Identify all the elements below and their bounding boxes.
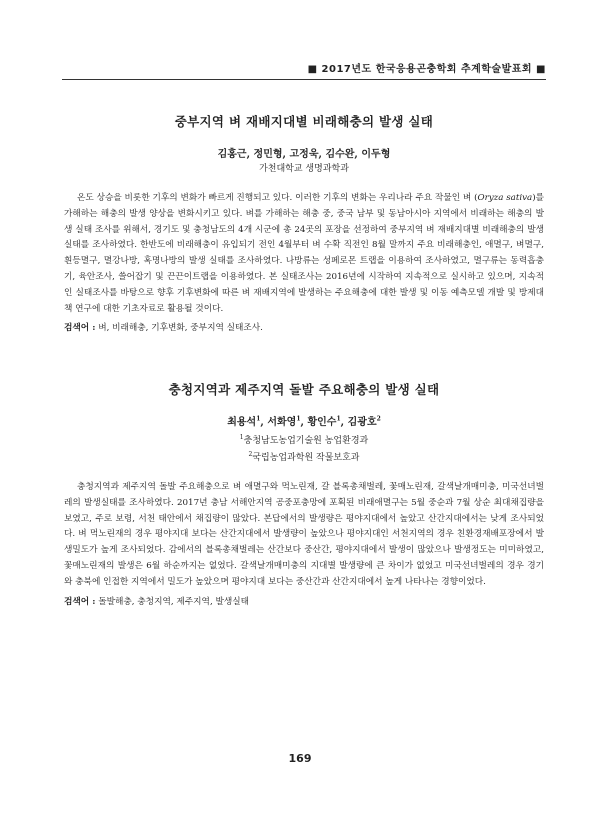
affiliation-text: 충청남도농업기술원 농업환경과 xyxy=(243,436,369,446)
conference-header: ■ 2017년도 한국응용곤충학회 추계학술발표회 ■ xyxy=(62,60,546,80)
abstract-2-authors: 최용석$^1$, 서화영$^1$, 황인수$^1$, 김광호$^2$ xyxy=(227,415,381,428)
author-name: 김광호 xyxy=(347,417,377,428)
abstract-1-title: 중부지역 벼 재배지대별 비래해충의 발생 실태 xyxy=(174,114,434,129)
abstract-1-keywords-text: 벼, 비래해충, 기후변화, 중부지역 실태조사. xyxy=(98,323,263,334)
author-name: 서화영 xyxy=(267,417,297,428)
page-number: 169 xyxy=(288,752,312,765)
abstract-1-body xyxy=(64,191,544,317)
author-affil-sup: 1 xyxy=(336,415,341,423)
abstract-2-affiliations xyxy=(64,431,544,465)
abstract-2 xyxy=(64,380,544,607)
abstract-1-body-part2: )를 가해하는 해충의 발생 양상을 변화시키고 있다. 벼를 가해하는 해충 중, 중국 남부 및 동남아시아 지역에서 비래하는 해충의 발생 실태 조사를 위해서, 경기도 및 충청남도의 4개 시군에 총 24곳의 포장을 선정하여 중부지역 벼 재배지대별 비래해충의 발생 실태를 조사하였다. 한반도에 비래해충이 유입되기 전인 4월부터 벼 수확 직전인 8월 말까지 주요 비래해충인, 애멸구, 벼멸구, 흰등멸구, 멸강나방, 혹명나방의 발생 실태를 조사하였다. 나방류는 성페로몬 트랩을 이용하여 조사하였고, 멸구류는 동력흡충기, 육안조사, 쓸어잡기 및 끈끈이트랩을 이용하였다. 본 실태조사는 2016년에 시작하여 지속적으로 실시하고 있으며, 지속적인 실태조사를 바탕으로 향후 기후변화에 따른 벼 재배지역에 발생하는 주요해충에 대한 발생 및 이동 예측모델 개발 및 방제대책 연구에 대한 기초자료로 활용될 것이다. xyxy=(64,193,544,314)
abstract-1-affiliation: 가천대학교 생명과학과 xyxy=(259,164,349,174)
abstract-1-authors: 김홍근, 정민형, 고정욱, 김수완, 이두형 xyxy=(217,149,391,160)
affiliation-sup: 1 xyxy=(239,434,244,441)
abstract-1-scientific-name: Oryza sativa xyxy=(477,193,533,203)
affiliation-text: 국립농업과학원 작물보호과 xyxy=(252,453,360,463)
abstract-2-body: 충청지역과 제주지역 돌발 주요해충으로 벼 애멸구와 먹노린재, 갈 블록총채벌레, 꽃매노린재, 갈색날개매미충, 미국선녀벌레의 발생실태를 조사하였다. 2017년 충남 서해안지역 공중포충망에 포획된 비래애멸구는 5월 중순과 7월 상순 최대채집량을 보였고, 주로 보령, 서천 태안에서 채집량이 많았다. 본답에서의 발생량은 평야지대에서 높았고 산간지대에서는 낮게 조사되었다. 벼 먹노린재의 경우 평야지대 보다는 산간지대에서 발생량이 높았으나 평야지대인 서천지역의 경우 친환경재배포장에서 발생밀도가 높게 조사되었다. 감에서의 블록총채벌레는 산간보다 중산간, 평야지대에서 발생이 많았으나 발생정도는 미미하였고, 꽃매노린재의 발생은 6월 하순까지는 없었다. 갈색날개매미충의 지대별 발생량에 큰 차이가 없었고 미국선녀벌레의 경우 경기와 충북에 인접한 지역에서 밀도가 높았으며 평야지대 보다는 중산간과 산간지대에서 높게 나타나는 경향이었다. xyxy=(64,482,544,587)
abstract-2-keywords xyxy=(64,595,544,607)
abstract-1-body-part1: 온도 상승을 비롯한 기후의 변화가 빠르게 진행되고 있다. 이러한 기후의 변화는 우리나라 주요 작물인 벼 ( xyxy=(77,193,478,203)
author-affil-sup: 1 xyxy=(296,415,301,423)
abstract-2-keywords-label: 검색어 : xyxy=(64,596,96,607)
abstract-1-keywords-label: 검색어 : xyxy=(64,323,96,334)
affiliation-line xyxy=(64,448,544,465)
abstract-2-keywords-text: 돌발해충, 충청지역, 제주지역, 발생실태 xyxy=(98,596,250,607)
abstract-1 xyxy=(64,112,544,333)
affiliation-sup: 2 xyxy=(248,451,253,458)
abstract-1-keywords xyxy=(64,321,544,333)
author-affil-sup: 2 xyxy=(376,415,381,423)
author-affil-sup: 1 xyxy=(256,415,261,423)
affiliation-line xyxy=(64,431,544,448)
abstract-2-title: 충청지역과 제주지역 돌발 주요해충의 발생 실태 xyxy=(168,382,440,397)
author-name: 황인수 xyxy=(307,417,337,428)
author-name: 최용석 xyxy=(227,417,257,428)
